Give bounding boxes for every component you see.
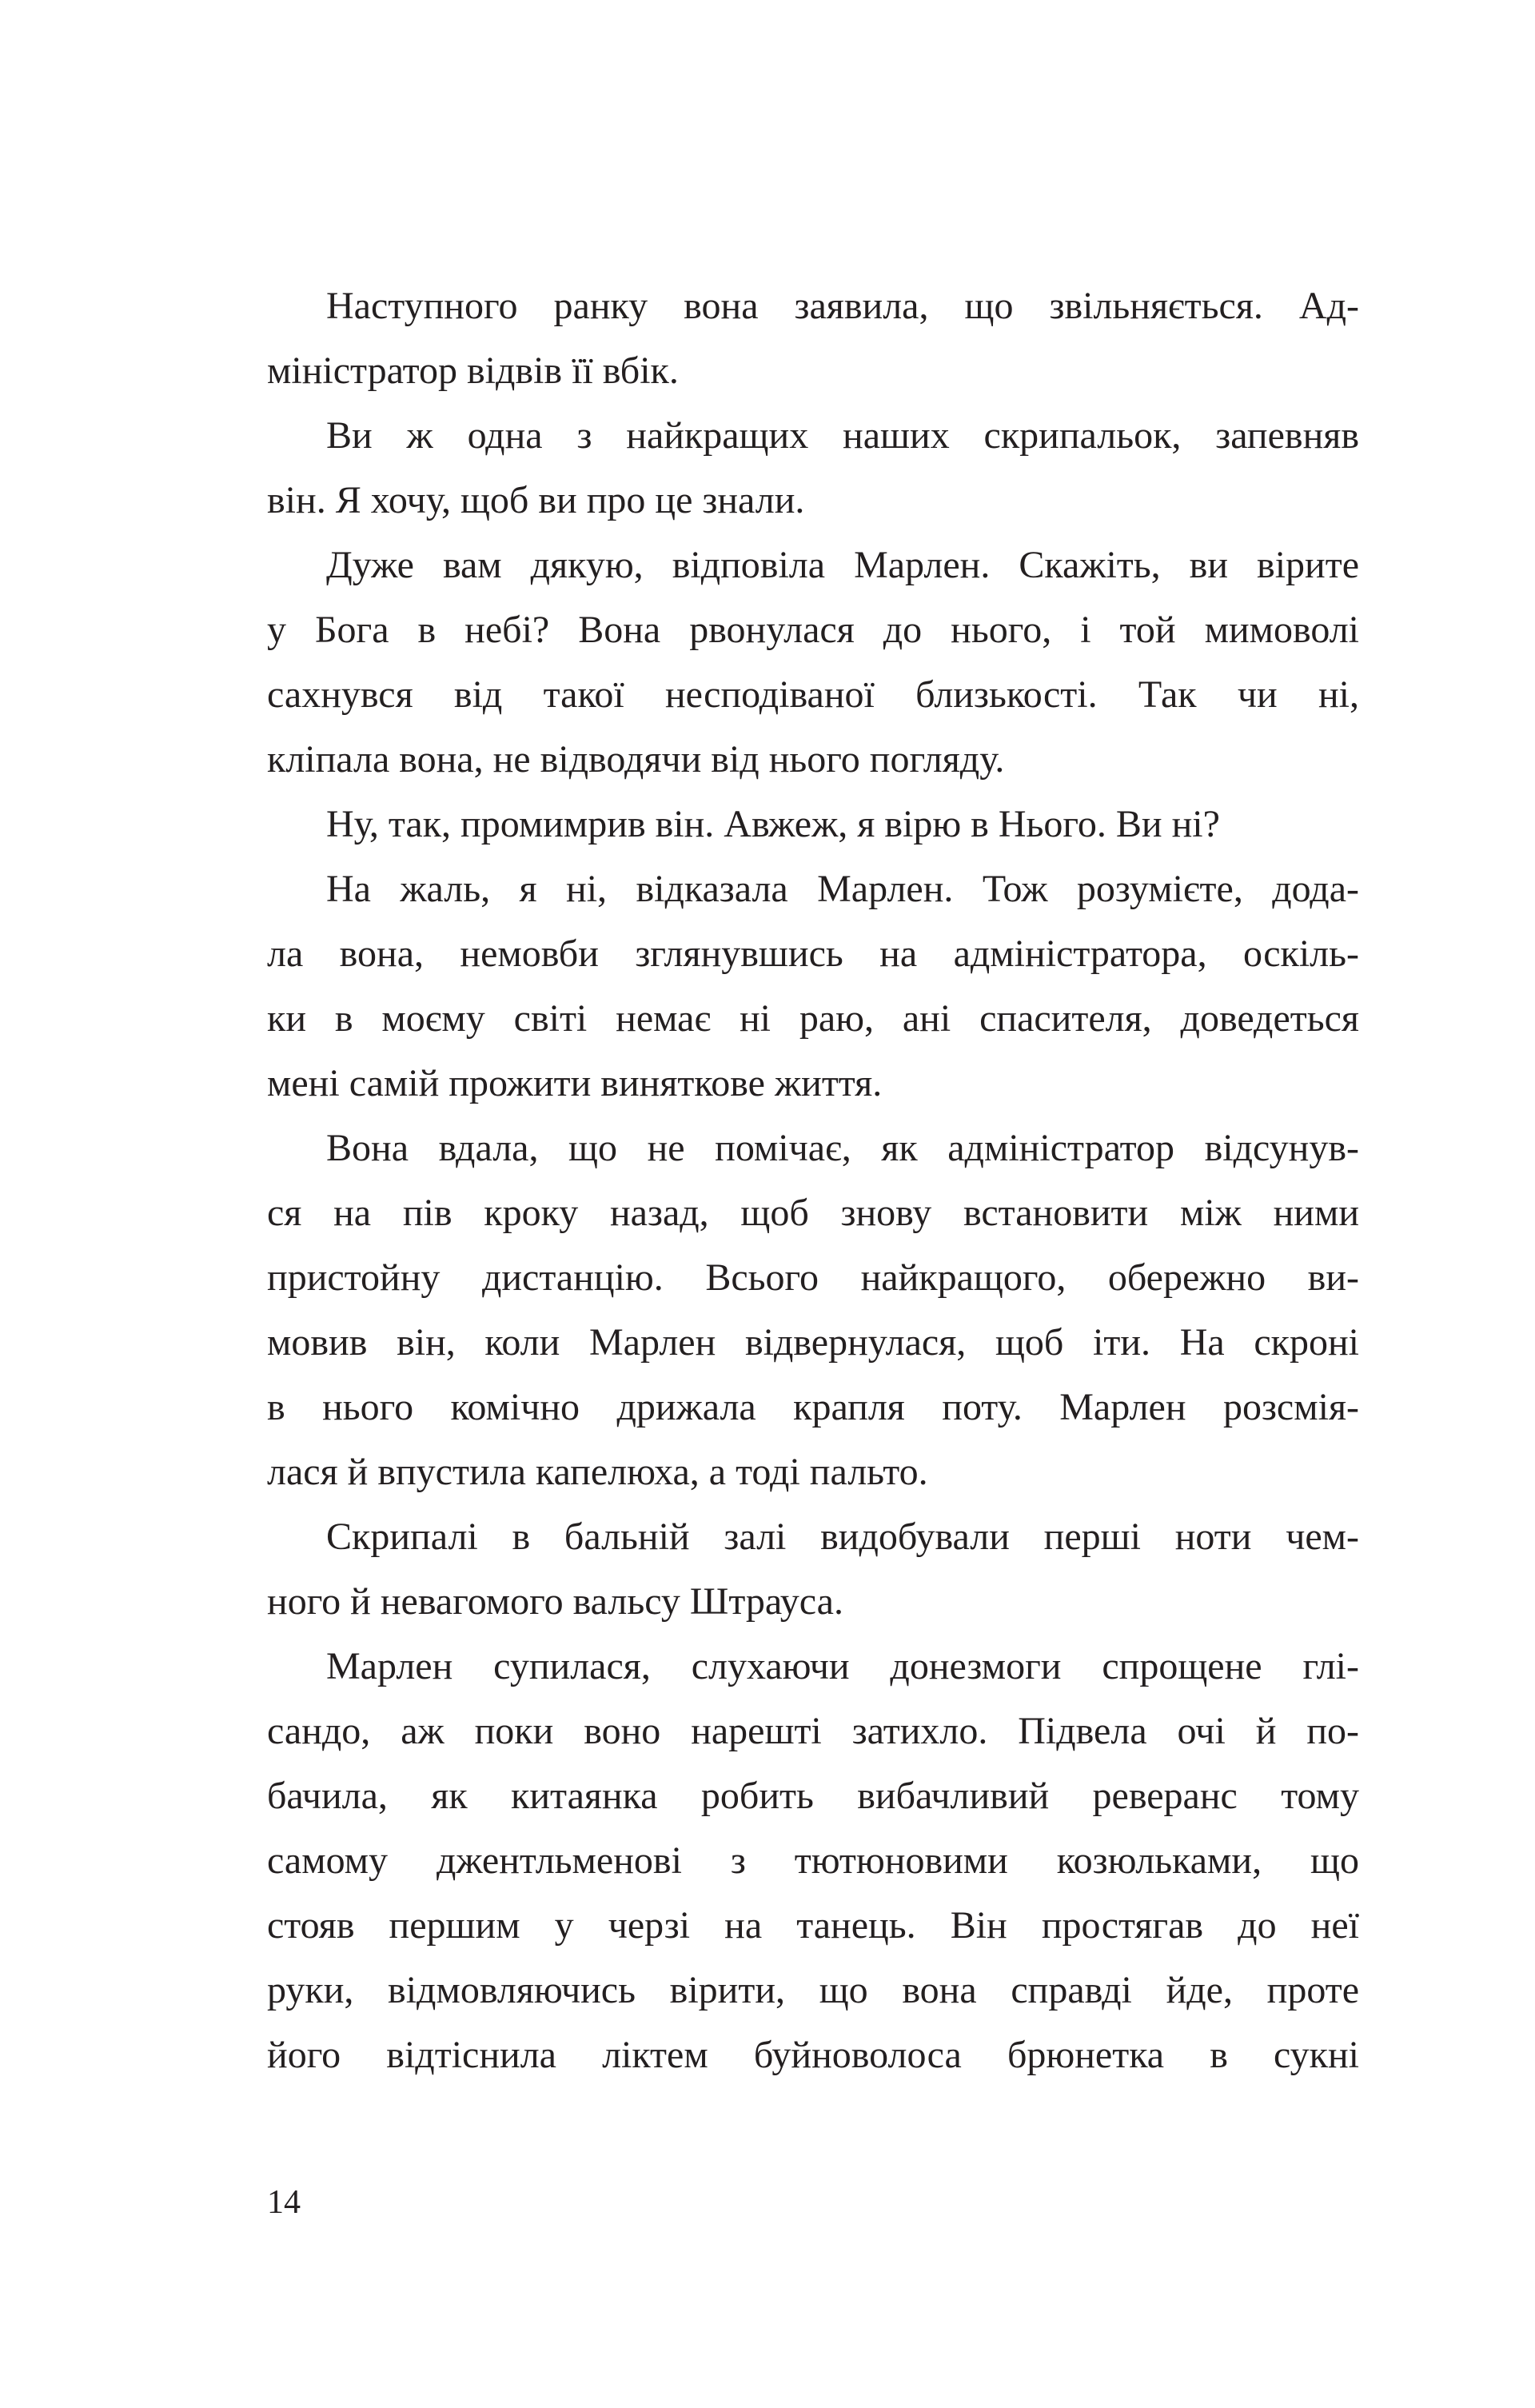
- text-line: Ви ж одна з найкращих наших скрипальок, запевняв: [326, 414, 1359, 457]
- paragraph: [267, 792, 1359, 857]
- text-line: пристойну дистанцію. Всього найкращого, обережно ви-: [267, 1256, 1359, 1299]
- paragraph: [267, 533, 1359, 792]
- text-line: ся на пів кроку назад, щоб знову встановити між ними: [267, 1192, 1359, 1234]
- paragraph: [267, 1116, 1359, 1504]
- text-line: сахнувся від такої несподіваної близькості. Так чи ні,: [267, 673, 1359, 716]
- text-line: Ну, так, промимрив він. Авжеж, я вірю в Нього. Ви ні?: [326, 803, 1220, 845]
- text-line: стояв першим у черзі на танець. Він простягав до неї: [267, 1904, 1359, 1947]
- text-line: міністратор відвів її вбік.: [267, 349, 679, 392]
- paragraph: [267, 1634, 1359, 2087]
- text-line: мовив він, коли Марлен відвернулася, щоб іти. На скроні: [267, 1321, 1359, 1364]
- text-line: його відтіснила ліктем буйноволоса брюнетка в сукні: [267, 2034, 1359, 2076]
- text-line: ного й невагомого вальсу Штрауса.: [267, 1580, 843, 1623]
- paragraph: [267, 274, 1359, 403]
- text-line: самому джентльменові з тютюновими козюльками, що: [267, 1839, 1359, 1882]
- paragraph: [267, 1504, 1359, 1634]
- text-line: Вона вдала, що не помічає, як адміністратор відсунув-: [326, 1127, 1359, 1169]
- paragraph: [267, 403, 1359, 533]
- page-number: 14: [267, 2184, 301, 2221]
- text-line: у Бога в небі? Вона рвонулася до нього, і той мимоволі: [267, 609, 1359, 651]
- text-line: лася й впустила капелюха, а тоді пальто.: [267, 1451, 928, 1493]
- text-line: Марлен супилася, слухаючи донезмоги спрощене глі-: [326, 1645, 1359, 1687]
- text-line: кліпала вона, не відводячи від нього погляду.: [267, 738, 1005, 781]
- text-line: Скрипалі в бальній залі видобували перші ноти чем-: [326, 1515, 1359, 1558]
- text-line: На жаль, я ні, відказала Марлен. Тож розумієте, дода-: [326, 868, 1359, 910]
- text-line: Дуже вам дякую, відповіла Марлен. Скажіть, ви вірите: [326, 544, 1359, 586]
- text-line: ла вона, немовби зглянувшись на адміністратора, оскіль-: [267, 932, 1359, 975]
- text-line: ки в моєму світі немає ні раю, ані спасителя, доведеться: [267, 997, 1359, 1040]
- body-text: [267, 274, 1359, 2087]
- text-line: бачила, як китаянка робить вибачливий реверанс тому: [267, 1775, 1359, 1817]
- text-line: руки, відмовляючись вірити, що вона справді йде, проте: [267, 1969, 1359, 2011]
- text-line: в нього комічно дрижала крапля поту. Марлен розсмія-: [267, 1386, 1359, 1428]
- text-line: Наступного ранку вона заявила, що звільняється. Ад-: [326, 285, 1359, 327]
- paragraph: [267, 857, 1359, 1116]
- text-line: він. Я хочу, щоб ви про це знали.: [267, 479, 805, 521]
- text-line: мені самій прожити виняткове життя.: [267, 1062, 883, 1104]
- text-line: сандо, аж поки воно нарешті затихло. Підвела очі й по-: [267, 1710, 1359, 1752]
